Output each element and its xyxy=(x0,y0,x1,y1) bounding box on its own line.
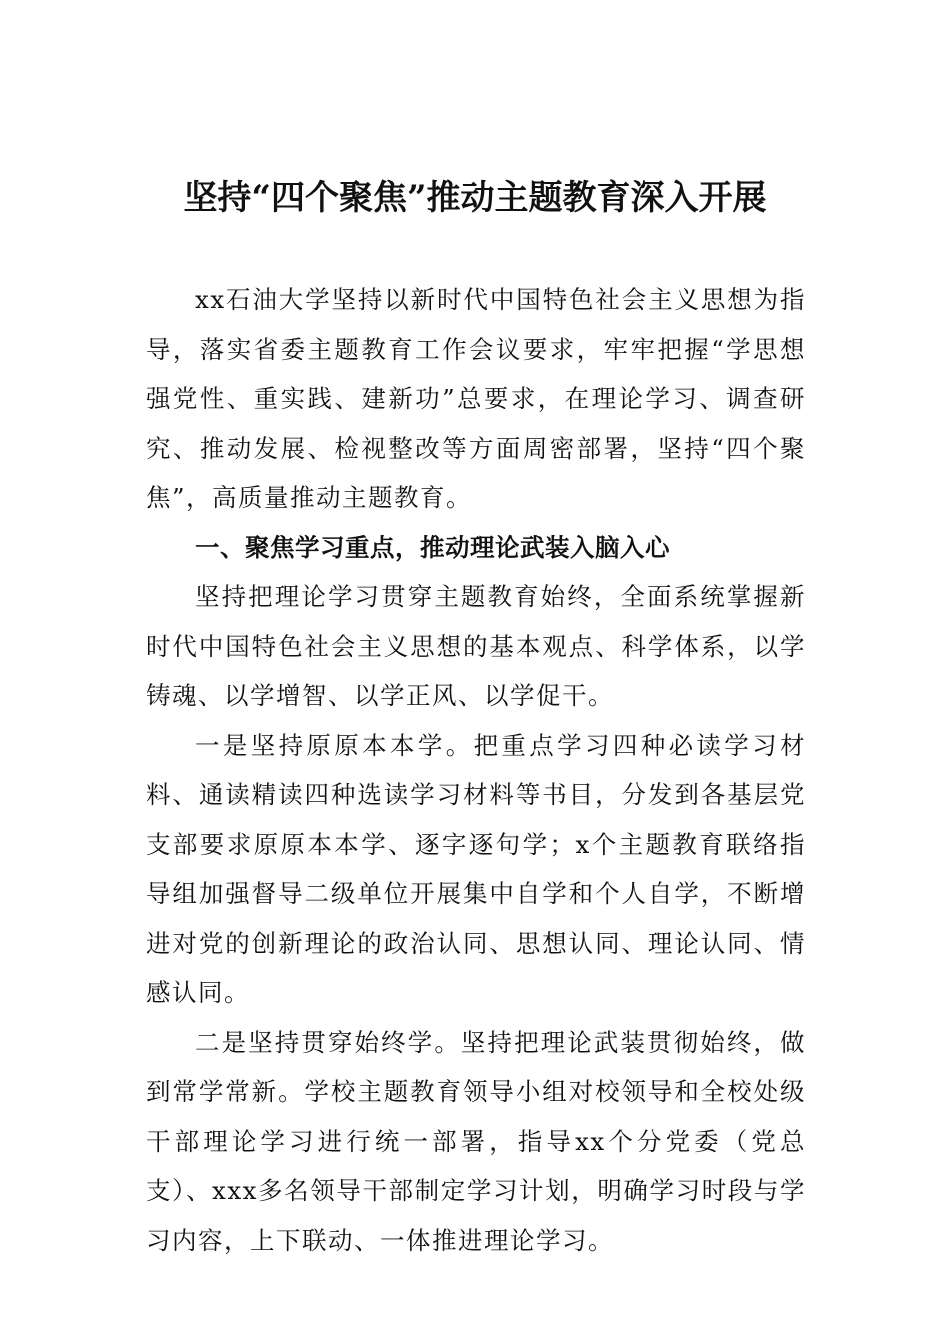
paragraph-point-2: 二是坚持贯穿始终学。坚持把理论武装贯彻始终，做到常学常新。学校主题教育领导小组对校领导和全校处级干部理论学习进行统一部署，指导xx个分党委（党总支）、xxx多名领导干部制定学习计划，明确学习时段与学习内容，上下联动、一体推进理论学习。 xyxy=(146,1027,806,1255)
paragraph-point-1: 一是坚持原原本本学。把重点学习四种必读学习材料、通读精读四种选读学习材料等书目，分发到各基层党支部要求原原本本学、逐字逐句学；x个主题教育联络指导组加强督导二级单位开展集中自学和个人自学，不断增进对党的创新理论的政治认同、思想认同、理论认同、情感认同。 xyxy=(146,730,806,1007)
document-body xyxy=(146,275,806,1265)
document-title: 坚持“四个聚焦”推动主题教育深入开展 xyxy=(183,178,767,218)
paragraph-intro: xx石油大学坚持以新时代中国特色社会主义思想为指导，落实省委主题教育工作会议要求，牢牢把握“学思想强党性、重实践、建新功”总要求，在理论学习、调查研究、推动发展、检视整改等方面周密部署，坚持“四个聚焦”，高质量推动主题教育。 xyxy=(146,285,806,512)
section-heading-1: 一、聚焦学习重点，推动理论武装入脑入心 xyxy=(195,532,670,562)
paragraph-section-1-intro: 坚持把理论学习贯穿主题教育始终，全面系统掌握新时代中国特色社会主义思想的基本观点、科学体系，以学铸魂、以学增智、以学正风、以学促干。 xyxy=(146,582,806,710)
